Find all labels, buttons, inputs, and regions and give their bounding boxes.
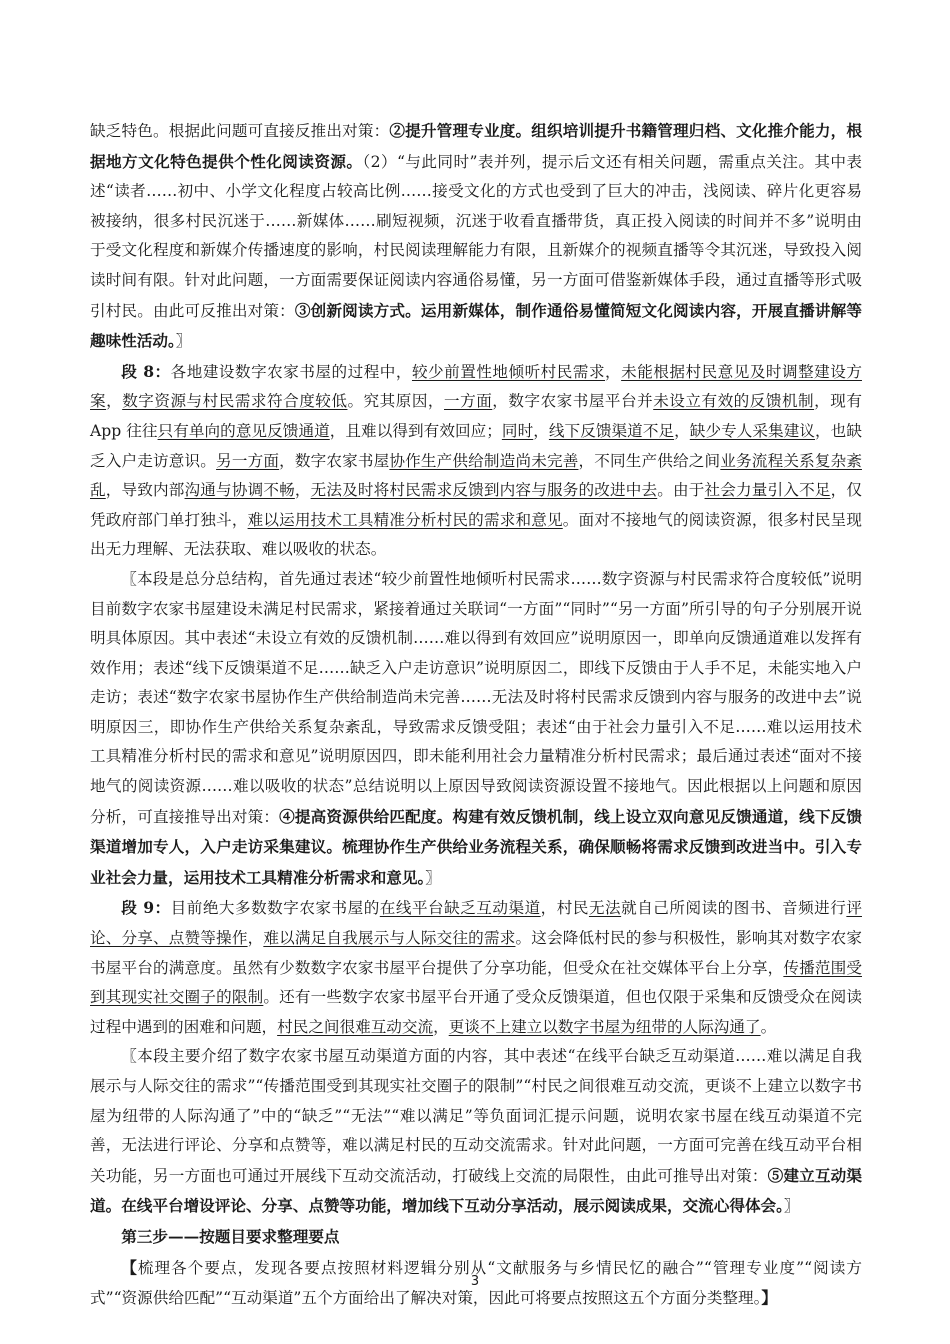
bracket-close: 〗 [425, 868, 441, 887]
countermeasure-3: ③创新阅读方式。运用新媒体，制作通俗易懂简短文化阅读内容，开展直播讲解等趣味性活动。 [90, 300, 862, 351]
underlined-key-phrase: 较少前置性地倾听村民需求 [411, 362, 606, 381]
text-run: ， [533, 421, 549, 440]
analysis-text: 〖本段是总分总结构，首先通过表述“较少前置性地倾听村民需求……数字资源与村民需求符合度较低”说明目前数字农家书屋建设未满足村民需求，紧接着通过关联词“一方面”“同时”“另一方面”所引导的句子分别展开说明具体原因。其中表述“未设立有效的反馈机制……难以得到有效回应”说明原因一，即单向反馈通道难以发挥有效作用；表述“线下反馈渠道不足……缺乏入户走访意识”说明原因二，即线下反馈由于人手不足，未能实地入户走访；表述“数字农家书屋协作生产供给制造尚未完善……无法及时将村民需求反馈到内容与服务的改进中去”说明原因三，即协作生产供给关系复杂紊乱，导致需求反馈受阻；表述“由于社会力量引入不足……难以运用技术工具精准分析村民的需求和意见”说明原因四，即未能利用社会力量精准分析村民需求；最后通过表述“面对不接地气的阅读资源……难以吸收的状态”总结说明以上原因导致阅读资源设置不接地气。因此根据以上问题和原因分析，可直接推导出对策： [90, 569, 862, 826]
underlined-key-phrase: 只有单向的意见反馈通道 [157, 421, 330, 440]
bracket-close: 】 [761, 1288, 778, 1308]
text-run: ， [433, 1017, 449, 1036]
text-run: 就自己所阅读的图书、音频进行 [621, 899, 847, 918]
text-run: 。还有一些数字农家书屋平台开通了受众反馈渠道，但也仅限于采集和反馈受众在阅读过程中遇到的困难和问题， [90, 988, 862, 1036]
underlined-key-phrase: 评论、分享、点赞等操作 [90, 899, 862, 948]
text-run: ，现有 App 往往 [90, 392, 862, 440]
countermeasure-4: ④提高资源供给匹配度。构建有效反馈机制，线上设立双向意见反馈通道，线下反馈渠道增加专人，入户走访采集建议。梳理协作生产供给业务流程关系，确保顺畅将需求反馈到改进当中。引入专业社会力量，运用技术工具精准分析需求和意见。 [90, 806, 862, 887]
paragraph-label: 段 8： [121, 361, 171, 381]
text-run: ，数字农家书屋平台并 [492, 392, 654, 411]
summary-text: 梳理各个要点，发现各要点按照材料逻辑分别从“文献服务与乡情民忆的融合”“管理专业度”“阅读方式”“资源供给匹配”“互动渠道”五个方面给出了解决对策，因此可将要点按照这五个方面分类整理。 [90, 1258, 862, 1308]
underlined-key-phrase: 难以满足自我展示与人际交往的需求 [263, 929, 516, 948]
bracket-close: 〗 [783, 1197, 800, 1216]
page-content [90, 116, 862, 1314]
underlined-key-phrase: 另一方面 [216, 451, 280, 470]
text-run: 各地建设数字农家书屋的过程中， [170, 362, 412, 381]
underlined-key-phrase: 无法及时将村民需求反馈到内容与服务的改进中去 [310, 481, 658, 500]
text-run: 。面对不接地气的阅读资源，很多村民呈现出无力理解、无法获取、难以吸收的状态。 [90, 510, 862, 559]
text-run: 。这会降低村民的参与积极性，影响其对数字农家书屋平台的满意度。虽然有少数数字农家书屋平台提供了分享功能，但受众在社交媒体平台上分享， [90, 929, 862, 977]
underlined-key-phrase: 协作生产供给制造尚未完善 [389, 451, 579, 470]
underlined-key-phrase: 同时 [501, 421, 534, 440]
underlined-key-phrase: 缺少专人采集建议 [689, 421, 816, 440]
underlined-key-phrase: 传播范围受到其现实社交圈子的限制 [90, 958, 862, 1007]
heading-text: 第三步——按题目要求整理要点 [121, 1226, 340, 1246]
bracket-close: 〗 [175, 332, 192, 351]
text-run: ， [674, 421, 690, 440]
text-run: ， [294, 481, 311, 500]
underlined-key-phrase: 社会力量引入不足 [704, 481, 831, 500]
text-run: 。究其原因， [347, 392, 445, 411]
underlined-key-phrase: 无法 [588, 899, 622, 918]
text-run: ，仅凭政府部门单打独斗， [90, 481, 862, 529]
material-paragraph-8 [90, 357, 862, 565]
analysis-paragraph-9 [90, 1042, 862, 1222]
underlined-key-phrase: 数字资源与村民需求符合度较低 [122, 392, 348, 411]
underlined-key-phrase: 未设立有效的反馈机制 [653, 392, 815, 411]
text-run: ，也缺乏入户走访意识。 [90, 421, 862, 470]
text-run: ， [605, 362, 622, 381]
analysis-paragraph-8 [90, 565, 862, 894]
underlined-key-phrase: 沟通与协调不畅 [184, 481, 295, 500]
step-3-heading [90, 1222, 862, 1253]
underlined-key-phrase: 业务流程关系复杂紊乱 [90, 451, 862, 500]
underlined-key-phrase: 更谈不上建立以数字书屋为纽带的人际沟通了 [448, 1017, 761, 1036]
text-run: ， [106, 392, 123, 411]
text-run: 目前绝大多数数字农家书屋的 [170, 899, 380, 918]
text-run: ，不同生产供给之间 [578, 451, 721, 470]
page-number: 3 [470, 1274, 480, 1289]
text-run: ， [247, 929, 264, 948]
bracket-open: 【 [121, 1257, 138, 1277]
text-run: ，数字农家书屋 [279, 451, 390, 470]
underlined-key-phrase: 线下反馈渠道不足 [548, 421, 675, 440]
countermeasure-5: ⑤建立互动渠道。在线平台增设评论、分享、点赞等功能，增加线下互动分享活动，展示阅读成果，交流心得体会。 [90, 1165, 862, 1216]
text-run: 。由于 [657, 481, 705, 500]
countermeasure-2: ②提升管理专业度。组织培训提升书籍管理归档、文化推介能力，根据地方文化特色提供个性化阅读资源。 [90, 121, 862, 171]
material-paragraph-9 [90, 893, 862, 1042]
analysis-text: 缺乏特色。根据此问题可直接反推出对策： [90, 122, 390, 140]
underlined-key-phrase: 未能根据村民意见及时调整建设方案 [90, 362, 862, 411]
text-run: 。 [760, 1017, 777, 1036]
analysis-text: （2）“与此同时”表并列，提示后文还有相关问题，需重点关注。其中表述“读者……初中、小学文化程度占较高比例……接受文化的方式也受到了巨大的冲击，浅阅读、碎片化更容易被接纳，很多村民沉迷于……新媒体……刷短视频，沉迷于收看直播带货，真正投入阅读的时间并不多”说明由于受文化程度和新媒介传播速度的影响，村民阅读理解能力有限，且新媒介的视频直播等令其沉迷，导致投入阅读时间有限。针对此问题，一方面需要保证阅读内容通俗易懂，另一方面可借鉴新媒体手段，通过直播等形式吸引村民。由此可反推出对策： [90, 152, 862, 320]
text-run: ，导致内部 [105, 481, 185, 500]
text-run: ，村民 [540, 899, 589, 918]
paragraph-label: 段 9： [121, 898, 171, 918]
text-run: ，且难以得到有效回应； [329, 421, 502, 440]
underlined-key-phrase: 在线平台缺乏互动渠道 [379, 899, 541, 918]
analysis-text: 〖本段主要介绍了数字农家书屋互动渠道方面的内容，其中表述“在线平台缺乏互动渠道……难以满足自我展示与人际交往的需求”“传播范围受到其现实社交圈子的限制”“村民之间很难互动交流，更谈不上建立以数字书屋为纽带的人际沟通了”中的“缺乏”“无法”“难以满足”等负面词汇提示问题，说明农家书屋在线互动渠道不完善，无法进行评论、分享和点赞等，难以满足村民的互动交流需求。针对此问题，一方面可完善在线互动平台相关功能，另一方面也可通过开展线下互动交流活动，打破线上交流的局限性，由此可推导出对策： [90, 1047, 862, 1185]
underlined-key-phrase: 一方面 [444, 392, 493, 411]
paragraph-analysis-continued [90, 116, 862, 357]
underlined-key-phrase: 村民之间很难互动交流 [277, 1017, 434, 1036]
underlined-key-phrase: 难以运用技术工具精准分析村民的需求和意见 [247, 510, 563, 529]
